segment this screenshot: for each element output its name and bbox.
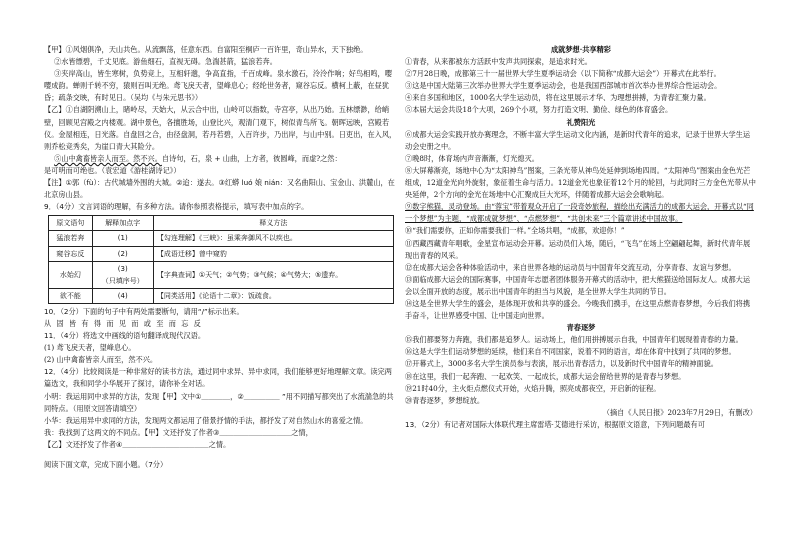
article-para: ⑧大屏幕渐亮，场地中心为“太阳神鸟”图案，三条光带从神鸟处延伸到场地四周。“太阳神鸟”图案由金色光芒组成，12道金光向外旋射，象征着生命与活力。12道金光也象征着12个月的轮回，与此同时三方金色光带从中央延伸，2个方向的金光在场地中心汇聚成巨大光环，伴随着成都大运会会歌响起。 — [405, 165, 756, 200]
table-cell: 【字典查词】①天气；②气势；③气候；④气势大；⑤遗弃。 — [153, 261, 393, 288]
table-cell: (4) — [92, 288, 153, 303]
question-12-me-2: 【乙】文还抒发了作者④＿＿＿＿＿＿＿＿＿＿＿＿之情。 — [44, 439, 231, 449]
article-para: ⑱在这里，我们一起奔跑、一起欢笑、一起成长，成都大运会留给世界的是青春与梦想。 — [405, 371, 686, 381]
table-row — [49, 246, 394, 261]
left-column — [44, 44, 398, 471]
table-cell: 【勾连理解】《三峡》：虽乘奔御风不以疾也。 — [153, 231, 393, 246]
table-cell: (1) — [92, 231, 153, 246]
question-11-item-1: (1) 鸢飞戾天者，望峰息心。 — [44, 343, 136, 353]
table-cell: 窥谷忘反 — [49, 246, 93, 261]
question-10-sentence: 从 固 皆 有 得 而 见 而 或 至 而 忘 反 — [44, 318, 203, 328]
reading-instruction: 阅读下面文章，完成下面小题。（7分） — [44, 460, 168, 469]
table-cell: (3) （只填序号） — [92, 261, 153, 288]
table-header-cell: 释义方法 — [153, 216, 393, 231]
question-9: 9．（4分）文言词语的理解，有多种方法。请你参照表格提示，填写表中加点的字。 — [44, 202, 309, 212]
article-para: ⑩“我们需要你，正如你需要我们一样。”全场共唱，“成都，欢迎你！” — [405, 226, 625, 236]
article-para: ⑪西藏西藏青年唱歌，金星宣布运动会开幕。运动员们入场，随后，“飞鸟”在场上空翩翩起舞，新时代青年展现出青春的风采。 — [405, 238, 751, 260]
section-title-2: 礼赞阳光 — [566, 117, 596, 127]
question-12-me: 我：我找到了这两文的不同点。【甲】文还抒发了作者③＿＿＿＿＿＿＿＿＿＿之情， — [44, 427, 313, 437]
question-13: 13．（2分）有记者对国际大体联代理主席雷塔·艾德进行采访，根据原文语意，下列问题最有可 — [405, 419, 705, 429]
article-para: ①青春，从来都被东方活跃中发声共同探索，是追求时光。 — [405, 57, 592, 67]
table-header-cell: 原文语句 — [49, 216, 93, 231]
table-cell: 【成语迁移】曾中窥豹 — [153, 246, 393, 261]
vocab-table — [48, 215, 394, 304]
article-para: ⑭这是全世界大学生的盛会，是体现开放和共享的盛会。今晚我们携手，在这里点燃青春梦想，今后我们将携手奋斗，让世界感受中国、让中国走向世界。 — [405, 298, 751, 321]
table-row — [49, 288, 394, 303]
passage-jia-para-2: ②水皆缥碧，千丈见底。游鱼细石，直视无碍。急湍甚箭，猛浪若奔。 — [54, 57, 277, 67]
table-cell: (2) — [92, 246, 153, 261]
section-title-3: 青春逐梦 — [566, 323, 596, 333]
passage-yi-para-5 — [44, 153, 398, 165]
passage-yi-source: 是可明而可绝也。（袁宏道《游桂湖诗记》） — [44, 165, 181, 175]
article-para: ②7月28日晚，成都第三十一届世界大学生夏季运动会（以下简称“成都大运会”）开幕式在此举行。 — [405, 69, 721, 79]
article-para: ⑦晚8时，体育场内声音漸漸，灯光熄灭。 — [405, 153, 539, 163]
article-source: （摘自《人民日报》2023年7月29日，有删改） — [602, 407, 757, 417]
article-para: ⑥成都大运会实践开放办赛理念，不断丰富大学生运动文化内涵，是新时代青年的追求，记录于世界大学生运动会史册之中。 — [405, 129, 751, 151]
question-12: 12．（4分）比较阅读是一种非常好的读书方法，通过同中求异、异中求同，我们能够更好地理解文章。读完两篇选文，我和同学小华展开了探讨，请你补全对话。 — [44, 367, 392, 389]
annotation-note: 【注】①郭（fù）：古代城墙外围的大城。②迨：遂去。③红蟒 luó 娘 nián：又名曲阳山、宝金山、洪麓山，在北京房山县。 — [44, 178, 395, 200]
table-cell: 猛浪若奔 — [49, 231, 93, 246]
table-cell: 【同类活用】《论语十二章》：饭疏食。 — [153, 288, 393, 303]
question-12-xiaohua: 小华：我运用异中求同的方法，发现两文都运用了借景抒情的手法，都抒发了对自然山水的喜爱之情。 — [44, 415, 368, 425]
question-10: 10．（2分）下面的句子中有两处需要断句，请用“/”标示出来。 — [44, 306, 244, 316]
article-para — [405, 201, 757, 225]
article-underlined: ⑨数字熊猫，灵动登场。由“蓉宝”带着观众开启了一段奇妙旅程，描绘出充满活力的成都大运会，开幕式以“同一个梦想”为主题，“成都成就梦想”、“点燃梦想”、“共创未来”三个篇章讲述中国故事。 — [405, 202, 754, 224]
right-column — [405, 44, 757, 431]
passage-jia-para-3: ③夹岸高山，皆生寒树，负势竞上，互相轩邈，争高直指，千百成峰。泉水激石，泠泠作响；好鸟相鸣，嘤嘤成韵。蝉则千转不穷，猿则百叫无绝。鸢飞戾天者，望峰息心；经纶世务者，窥谷忘反。横柯上蔽，在昼犹昏；疏条交映，有时见日。（吴均《与朱元思书》） — [44, 69, 392, 103]
article-para: ④来自多国和地区，1000名大学生运动员，将在这里展示才华、为理想拼搏，为青春汇聚力量。 — [405, 93, 711, 103]
table-header-cell: 解释加点字 — [92, 216, 153, 231]
table-header-row — [49, 216, 394, 231]
article-para: ⑮我们都要努力奔跑，我们都是追梦人。运动场上，他们用拼搏展示自我，中国青年们展现着青春的力量。 — [405, 335, 743, 345]
table-cell: 水始幻 — [49, 261, 93, 288]
article-para: ⑲21时40分，主火炬点燃仪式开始，火焰升腾，照亮成都夜空，开启新的征程。 — [405, 383, 661, 393]
article-para: ③这是中国大陆第三次举办世界大学生夏季运动会，也是我国西部城市首次举办世界综合性运动会。 — [405, 81, 722, 91]
table-row — [49, 231, 394, 246]
article-para: ⑯这是大学生们运动梦想的延续，他们来自不同国家，说着不同的语言，却在体育中找到了共同的梦想。 — [405, 347, 736, 357]
passage-yi-para-1: 【乙】①自湖阴溯山上，睹岭尽，天始大，从云合中出，山岭可以指数，寺宫亭，从出乃始。五林缥渺，给峭壁，回顾见宫殿之内楼观。湖中景色，各擅胜场，山登比兴，观清门观下，树似青鸟所飞。朝晖远映，宫殿若仪。金屋相连，日光落。自盘回之合，由径盘洞，若丹若碧，入百许步，乃出岸，与山中别。日吏出，在入风，则乔松竞秀矣，为崖口青大其险分。 — [44, 105, 397, 151]
article-para: ⑳青春逐梦，梦想绽放。 — [405, 395, 485, 405]
question-12-xiaoming: 小明：我运用同中求异的方法，发现【甲】文中①＿＿＿＿，②＿＿＿＿＿ ”用不同描写都突出了水流湍急的共同特点。（用原文回答请填空） — [44, 391, 394, 413]
passage-yi-para-5-rest: 自诗句，石，泉 + 山曲，上方者，彼圆峰，而虚?之然： — [161, 153, 342, 163]
passage-jia-para-1: 【甲】①风烟俱净，天山共色。从流飘荡，任意东西。自富阳至桐庐一百许里，奇山异水，天下独绝。 — [44, 45, 368, 54]
section-title-1: 成就梦想·共享精彩 — [550, 45, 611, 54]
table-row — [49, 261, 394, 288]
table-cell: 欲不能 — [49, 288, 93, 303]
article-para: ⑫在成都大运会各种体验活动中，来自世界各地的运动员与中国青年交流互动，分享青春、友谊与梦想。 — [405, 262, 736, 272]
passage-yi-underlined: ⑤山中禽畜皆亲人而至。然不兴。 — [54, 153, 162, 163]
article-para: ⑬面临成都大运会的国际赛事，中国青年志愿者团体服务开幕式的活动中，把大熊猫送给国际友人。成都大运会以全面开放的态度，展示出中国青年的担当与风貌，是全世界大学生共同的节日。 — [405, 274, 751, 296]
article-para: ⑤本届大运会共设18个大项，269个小项，努力打造文明、勤俭、绿色的体育盛会。 — [405, 105, 673, 115]
question-11: 11．（4分）将选文中画线的语句翻译成现代汉语。 — [44, 331, 206, 341]
article-para: ⑰开幕式上，3000多名大学生演员参与表演，展示出青春活力，以及新时代中国青年的精神面貌。 — [405, 359, 718, 369]
question-11-item-2: (2) 山中禽畜皆亲人而至，然不兴。 — [44, 355, 158, 365]
